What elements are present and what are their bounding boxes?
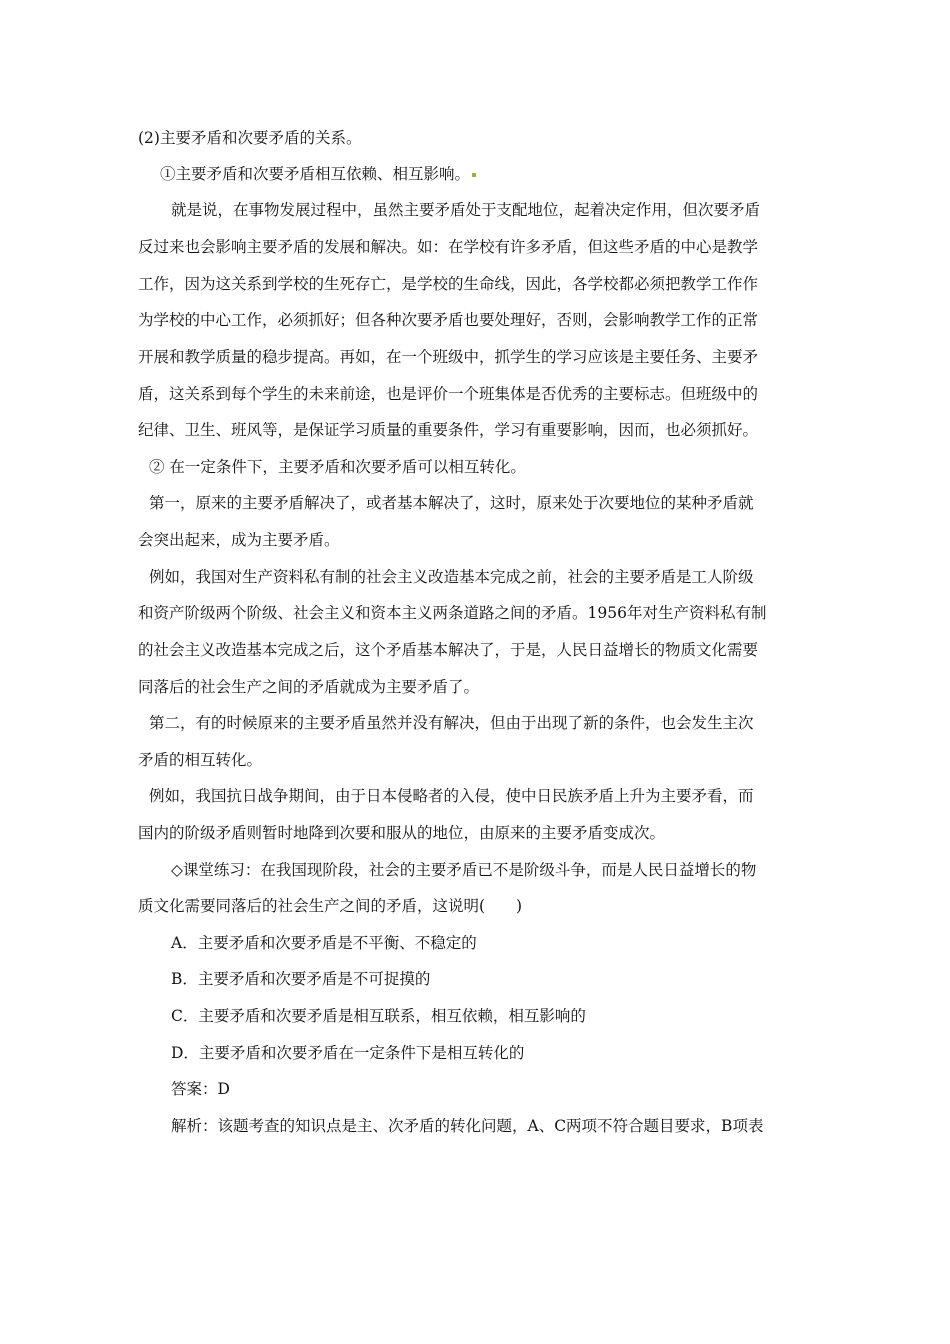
option-b: B．主要矛盾和次要矛盾是不可捉摸的 bbox=[171, 970, 431, 988]
paragraph-line: 和资产阶级两个阶级、社会主义和资本主义两条道路之间的矛盾。1956年对生产资料私有制 bbox=[138, 604, 767, 622]
paragraph-line: 反过来也会影响主要矛盾的发展和解决。如：在学校有许多矛盾，但这些矛盾的中心是教学 bbox=[138, 238, 759, 256]
paragraph-line: 同落后的社会生产之间的矛盾就成为主要矛盾了。 bbox=[138, 678, 480, 696]
option-d: D．主要矛盾和次要矛盾在一定条件下是相互转化的 bbox=[171, 1044, 525, 1062]
paragraph-line: 国内的阶级矛盾则暂时地降到次要和服从的地位，由原来的主要矛盾变成次。 bbox=[138, 824, 666, 842]
point-2-title: ② 在一定条件下，主要矛盾和次要矛盾可以相互转化。 bbox=[149, 458, 526, 476]
paragraph-line: 为学校的中心工作，必须抓好；但各种次要矛盾也要处理好，否则，会影响教学工作的正常 bbox=[138, 311, 759, 329]
option-c: C．主要矛盾和次要矛盾是相互联系，相互依赖，相互影响的 bbox=[171, 1007, 586, 1025]
paragraph-line: 矛盾的相互转化。 bbox=[138, 751, 263, 769]
paragraph-line: 就是说，在事物发展过程中，虽然主要矛盾处于支配地位，起着决定作用，但次要矛盾 bbox=[171, 201, 761, 219]
exercise-question: ◇课堂练习：在我国现阶段，社会的主要矛盾已不是阶级斗争，而是人民日益增长的物 bbox=[171, 861, 757, 879]
paragraph-line: 第二，有的时候原来的主要矛盾虽然并没有解决，但由于出现了新的条件，也会发生主次 bbox=[149, 714, 754, 732]
section-heading: (2)主要矛盾和次要矛盾的关系。 bbox=[138, 129, 362, 147]
paragraph-line: 第一，原来的主要矛盾解决了，或者基本解决了，这时，原来处于次要地位的某种矛盾就 bbox=[149, 494, 754, 512]
paragraph-line: 例如，我国抗日战争期间，由于日本侵略者的入侵，使中日民族矛盾上升为主要矛看，而 bbox=[149, 787, 754, 805]
exercise-question: 质文化需要同落后的社会生产之间的矛盾，这说明( ) bbox=[138, 897, 523, 915]
point-1-title: ①主要矛盾和次要矛盾相互依赖、相互影响。 bbox=[160, 164, 476, 184]
paragraph-line: 盾，这关系到每个学生的未来前途，也是评价一个班集体是否优秀的主要标志。但班级中的 bbox=[138, 385, 759, 403]
paragraph-line: 纪律、卫生、班风等，是保证学习质量的重要条件，学习有重要影响，因而，也必须抓好。 bbox=[138, 421, 759, 439]
paragraph-line: 例如，我国对生产资料私有制的社会主义改造基本完成之前，社会的主要矛盾是工人阶级 bbox=[149, 568, 754, 586]
answer: 答案：D bbox=[171, 1080, 230, 1098]
paragraph-line: 会突出起来，成为主要矛盾。 bbox=[138, 531, 340, 549]
paragraph-line: 工作，因为这关系到学校的生死存亡，是学校的生命线，因此，各学校都必须把教学工作作 bbox=[138, 275, 759, 293]
marker-dot-icon bbox=[472, 173, 476, 177]
paragraph-line: 开展和教学质量的稳步提高。再如，在一个班级中，抓学生的学习应该是主要任务、主要矛 bbox=[138, 348, 759, 366]
option-a: A．主要矛盾和次要矛盾是不平衡、不稳定的 bbox=[171, 934, 477, 952]
analysis: 解析：该题考查的知识点是主、次矛盾的转化问题，A、C两项不符合题目要求，B项表 bbox=[171, 1117, 764, 1135]
paragraph-line: 的社会主义改造基本完成之后，这个矛盾基本解决了，于是，人民日益增长的物质文化需要 bbox=[138, 641, 759, 659]
